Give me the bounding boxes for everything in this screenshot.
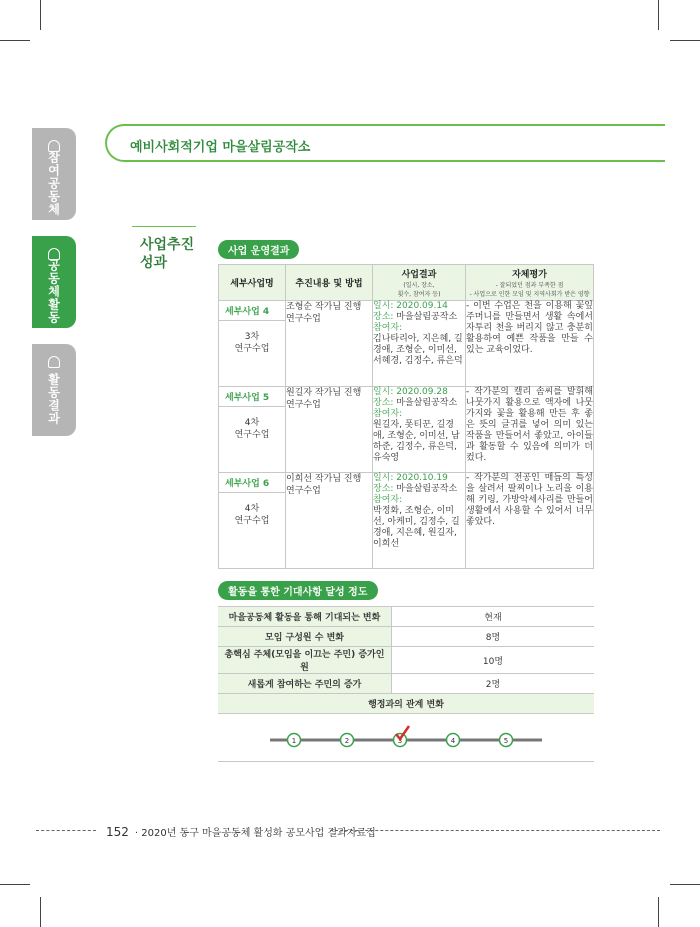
page-number: 152 [106,825,129,839]
footer-line-left [36,830,96,832]
expect-key: 마을공동체 활동을 통해 기대되는 변화 [218,607,392,627]
footer-line-right [330,830,660,832]
biz-sub-line: 연구수업 [234,516,270,526]
page-title: 예비사회적기업 마을살림공작소 [130,140,311,155]
result-cell [373,473,466,569]
method-cell: 이희선 작가님 진행 연구수업 [286,473,373,569]
method-cell: 조형순 작가님 진행 연구수업 [286,301,373,387]
results-pill: 사업 운영결과 [218,240,299,259]
expect-table [218,606,594,762]
side-tab-activity[interactable] [32,236,76,328]
section-title-line: 사업추진 [140,237,195,253]
biz-cell [219,387,286,473]
table-row [219,387,594,473]
place-label: 장소: [373,398,394,408]
biz-sub-line: 3차 [244,332,260,342]
biz-sub-line: 연구수업 [234,430,270,440]
section-divider [132,226,196,227]
crop-mark [658,0,659,30]
crop-mark [670,40,700,41]
crop-mark [658,897,659,927]
result-place [373,312,465,323]
expect-pill: 활동을 통한 기대사항 달성 정도 [218,581,378,600]
table-header-row [219,265,594,301]
footer-text: · 2020년 동구 마을공동체 활성화 공모사업 결과자료집 [134,828,376,839]
biz-name: 세부사업 5 [219,387,285,407]
result-place [373,484,465,495]
side-tab-label: 활동결과 [46,373,61,425]
expect-key: 모임 구성원 수 변화 [218,627,392,647]
col-header-sub: (일시, 장소, [403,282,435,289]
leaf-icon [48,356,60,368]
table-row [218,627,594,647]
crop-mark [670,884,700,885]
table-row [218,647,594,674]
place-value: 마을살림공작소 [393,398,458,408]
scale-label: 3 [397,737,403,745]
biz-sub [219,321,285,365]
admin-label: 행정과의 관계 변화 [218,694,594,714]
eval-cell: - 작가분의 캘리 솜씨를 발휘해 나뭇가지 활용으로 액자에 나뭇가지와 꽃을 활용해 만든 후 좋은 뜻의 글귀를 넣어 의미 있는 작품을 만들어서 좋았고, 아이들과 활동할 수 있음에 의미가 더 컸다. [466,387,594,473]
method-cell: 원길자 작가님 진행 연구수업 [286,387,373,473]
place-value: 마을살림공작소 [393,484,458,494]
biz-sub-line: 연구수업 [234,344,270,354]
table-row [218,714,594,762]
leaf-icon [48,248,60,260]
results-table [218,264,594,569]
section-title [140,236,210,272]
section-title-line: 성과 [140,255,168,271]
table-row [218,674,594,694]
scale-label: 5 [503,737,509,745]
participants-label: 참여자: [373,409,403,419]
crop-mark [40,897,41,927]
side-tab-participants[interactable] [32,128,76,220]
crop-mark [0,884,30,885]
side-tab-label: 공동체활동 [46,258,61,324]
col-header [466,265,594,301]
scale-cell [218,714,594,762]
expect-key: 새롭게 참여하는 주민의 증가 [218,674,392,694]
scale-label: 1 [291,737,297,745]
biz-sub [219,407,285,451]
participants: 김나타리아, 지은혜, 길경애, 조형순, 이미선, 서혜경, 김정수, 류은덕 [373,334,463,366]
eval-cell: - 이번 수업은 천을 이용해 꽃잎 주머니를 만들면서 생활 속에서 자투리 천을 버리지 않고 충분히 활용하여 예쁜 작품을 만들 수 있는 교육이었다. [466,301,594,387]
col-header-sub: - 잘되었던 점과 부족한 점 [495,282,564,289]
col-header: 세부사업명 [219,265,286,301]
rating-scale [218,714,594,758]
biz-cell [219,301,286,387]
biz-sub-line: 4차 [244,418,260,428]
leaf-icon [48,140,60,152]
expect-value: 현재 [392,607,595,627]
participants-label: 참여자: [373,495,403,505]
side-tab-results[interactable] [32,344,76,436]
place-label: 장소: [373,312,394,322]
result-date: 일시: 2020.09.28 [373,387,448,397]
participants: 원길자, 폿티꾼, 길경애, 조형순, 이미선, 남하준, 김정수, 류은덕, 유숙영 [373,420,460,463]
check-icon [396,726,409,739]
col-header-title: 사업결과 [401,270,437,280]
col-header [373,265,466,301]
eval-cell: - 작가분의 전공인 매듭의 특성을 살려서 팔찌이나 노리을 이용해 키링, 가방악세사리를 만들어 생활에서 사용할 수 있어서 너무 좋았다. [466,473,594,569]
crop-mark [40,0,41,30]
col-header-sub: - 사업으로 인한 모임 및 지역사회가 받은 영향 [469,291,590,298]
result-cell [373,387,466,473]
place-value: 마을살림공작소 [393,312,458,322]
biz-name: 세부사업 4 [219,301,285,321]
expect-key: 총핵심 주체(모임을 이끄는 주민) 증가인원 [218,647,392,674]
biz-cell [219,473,286,569]
col-header: 추진내용 및 방법 [286,265,373,301]
table-row [218,607,594,627]
table-row [219,473,594,569]
scale-label: 2 [344,737,350,745]
result-date: 일시: 2020.10.19 [373,473,448,483]
result-place [373,398,465,409]
col-header-title: 자체평가 [512,270,547,280]
expect-value: 10명 [392,647,595,674]
col-header-sub: 횟수, 참여자 등) [397,291,441,298]
result-cell [373,301,466,387]
table-row [219,301,594,387]
biz-name: 세부사업 6 [219,473,285,493]
place-label: 장소: [373,484,394,494]
participants: 박정화, 조형순, 이미선, 아케미, 김정수, 길경애, 지은혜, 원길자, 이희선 [373,506,460,549]
table-row [218,694,594,714]
side-tab-label: 참여공동체 [46,150,61,216]
biz-sub-line: 4차 [244,504,260,514]
biz-sub [219,493,285,537]
scale-label: 4 [450,737,456,745]
expect-value: 2명 [392,674,595,694]
result-date: 일시: 2020.09.14 [373,301,448,311]
expect-value: 8명 [392,627,595,647]
participants-label: 참여자: [373,323,403,333]
crop-mark [0,40,30,41]
